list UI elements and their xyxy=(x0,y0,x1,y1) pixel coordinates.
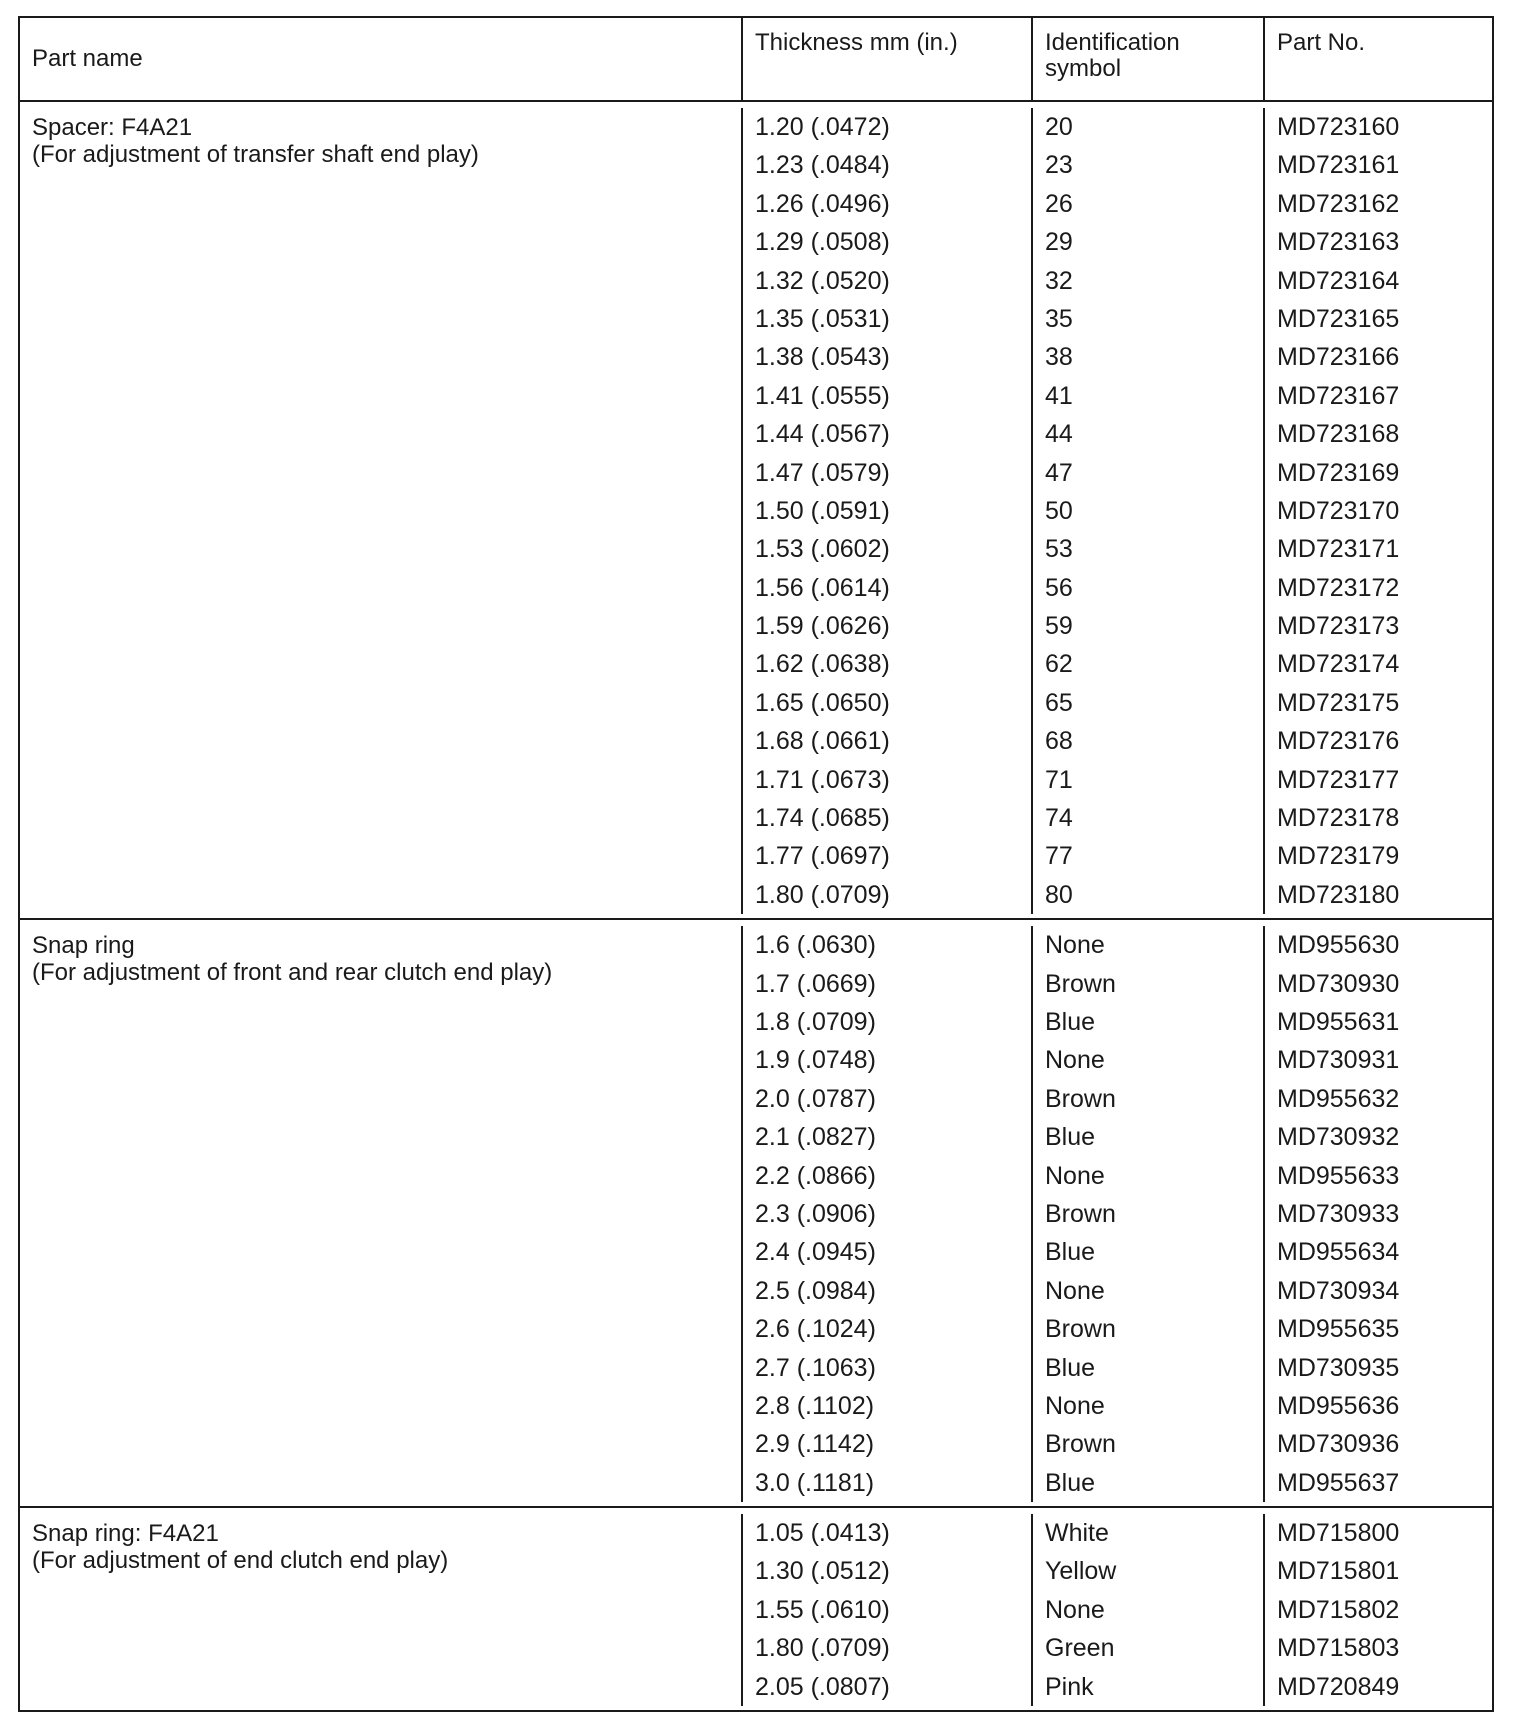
thickness-value: 1.44 (.0567) xyxy=(755,420,890,449)
header-part-name: Part name xyxy=(20,18,743,100)
thickness-value: 1.55 (.0610) xyxy=(755,1595,890,1624)
part-number: MD955634 xyxy=(1277,1238,1400,1267)
part-number: MD955633 xyxy=(1277,1161,1400,1190)
thickness-value: 1.47 (.0579) xyxy=(755,458,890,487)
part-number: MD715803 xyxy=(1277,1634,1400,1663)
part-number: MD723175 xyxy=(1277,688,1400,717)
thickness-value: 1.65 (.0650) xyxy=(755,688,890,717)
part-number: MD723177 xyxy=(1277,765,1400,794)
part-number: MD723162 xyxy=(1277,189,1400,218)
thickness-value: 2.05 (.0807) xyxy=(755,1672,890,1701)
identification-symbol: 59 xyxy=(1045,612,1073,641)
group-spacer-f4a21 xyxy=(20,102,1492,920)
identification-symbol: None xyxy=(1045,1276,1105,1305)
part-number: MD730935 xyxy=(1277,1353,1400,1382)
part-number: MD955636 xyxy=(1277,1391,1400,1420)
identification-symbol: Yellow xyxy=(1045,1557,1117,1586)
identification-symbol: None xyxy=(1045,1046,1105,1075)
thickness-value: 1.74 (.0685) xyxy=(755,804,890,833)
thickness-value: 1.68 (.0661) xyxy=(755,727,890,756)
thickness-value: 1.62 (.0638) xyxy=(755,650,890,679)
thickness-value: 2.2 (.0866) xyxy=(755,1161,876,1190)
group-snap-ring-clutch xyxy=(20,920,1492,1508)
part-number: MD723170 xyxy=(1277,496,1400,525)
identification-symbol: None xyxy=(1045,931,1105,960)
identification-symbol: 47 xyxy=(1045,458,1073,487)
thickness-column xyxy=(743,108,1033,914)
thickness-value: 1.05 (.0413) xyxy=(755,1519,890,1548)
identification-symbol: 80 xyxy=(1045,880,1073,909)
thickness-value: 2.8 (.1102) xyxy=(755,1391,875,1420)
identification-symbol: None xyxy=(1045,1161,1105,1190)
part-number: MD730931 xyxy=(1277,1046,1400,1075)
thickness-value: 2.7 (.1063) xyxy=(755,1353,876,1382)
identification-symbol: Pink xyxy=(1045,1672,1094,1701)
part-number: MD955630 xyxy=(1277,931,1400,960)
thickness-value: 2.1 (.0827) xyxy=(755,1123,876,1152)
part-number: MD720849 xyxy=(1277,1672,1400,1701)
part-number: MD715802 xyxy=(1277,1595,1400,1624)
identification-symbol: Blue xyxy=(1045,1007,1096,1036)
part-number: MD715800 xyxy=(1277,1519,1400,1548)
identification-symbol: 44 xyxy=(1045,420,1073,449)
part-number: MD723180 xyxy=(1277,880,1400,909)
group-part-name: Spacer: F4A21 (For adjustment of transfer shaft end play) xyxy=(20,108,743,914)
table-header xyxy=(20,18,1492,102)
identification-symbol: 53 xyxy=(1045,535,1073,564)
thickness-value: 1.77 (.0697) xyxy=(755,842,890,871)
thickness-value: 1.26 (.0496) xyxy=(755,189,890,218)
identification-symbol: 77 xyxy=(1045,842,1073,871)
identification-symbol: Green xyxy=(1045,1634,1115,1663)
identification-symbol: Blue xyxy=(1045,1468,1096,1497)
part-number: MD723174 xyxy=(1277,650,1400,679)
identification-symbol: 50 xyxy=(1045,496,1073,525)
thickness-value: 2.4 (.0945) xyxy=(755,1238,876,1267)
header-identification-symbol: Identification symbol xyxy=(1033,18,1265,100)
identification-symbol: Blue xyxy=(1045,1123,1096,1152)
thickness-value: 1.32 (.0520) xyxy=(755,266,890,295)
thickness-value: 1.35 (.0531) xyxy=(755,304,890,333)
thickness-column xyxy=(743,926,1033,1502)
part-number: MD955635 xyxy=(1277,1315,1400,1344)
identification-symbol: 23 xyxy=(1045,151,1073,180)
thickness-value: 1.56 (.0614) xyxy=(755,573,890,602)
thickness-value: 2.9 (.1142) xyxy=(755,1430,875,1459)
part-number: MD730932 xyxy=(1277,1123,1400,1152)
identification-symbol: Brown xyxy=(1045,1199,1116,1228)
identification-symbol: Brown xyxy=(1045,1084,1116,1113)
group-part-name: Snap ring (For adjustment of front and rear clutch end play) xyxy=(20,926,743,1502)
part-number: MD723176 xyxy=(1277,727,1400,756)
thickness-value: 1.71 (.0673) xyxy=(755,765,890,794)
identification-symbol: Brown xyxy=(1045,1315,1116,1344)
thickness-value: 1.23 (.0484) xyxy=(755,151,890,180)
part-number: MD723168 xyxy=(1277,420,1400,449)
identification-symbol: None xyxy=(1045,1391,1105,1420)
identification-symbol: 20 xyxy=(1045,113,1073,141)
thickness-value: 1.6 (.0630) xyxy=(755,931,876,960)
part-number: MD723165 xyxy=(1277,304,1400,333)
identification-symbol: 29 xyxy=(1045,228,1073,257)
thickness-value: 1.8 (.0709) xyxy=(755,1007,876,1036)
part-number: MD723161 xyxy=(1277,151,1400,180)
part-number: MD955631 xyxy=(1277,1007,1400,1036)
header-thickness: Thickness mm (in.) xyxy=(743,18,1033,100)
part-number: MD723164 xyxy=(1277,266,1400,295)
thickness-value: 2.3 (.0906) xyxy=(755,1199,876,1228)
part-number: MD730930 xyxy=(1277,969,1400,998)
thickness-value: 1.80 (.0709) xyxy=(755,880,890,909)
part-number: MD730933 xyxy=(1277,1199,1400,1228)
identification-symbol: White xyxy=(1045,1519,1109,1548)
part-number: MD730934 xyxy=(1277,1276,1400,1305)
part-number: MD723166 xyxy=(1277,343,1400,372)
identification-symbol: 71 xyxy=(1045,765,1073,794)
header-part-no: Part No. xyxy=(1277,29,1366,56)
thickness-value: 1.9 (.0748) xyxy=(755,1046,876,1075)
identification-symbol: Brown xyxy=(1045,1430,1116,1459)
identification-symbol: 62 xyxy=(1045,650,1073,679)
part-no-column xyxy=(1265,926,1492,1502)
thickness-value: 2.5 (.0984) xyxy=(755,1276,876,1305)
symbol-column xyxy=(1033,926,1265,1502)
identification-symbol: 26 xyxy=(1045,189,1073,218)
identification-symbol: 68 xyxy=(1045,727,1073,756)
part-number: MD723172 xyxy=(1277,573,1400,602)
part-number: MD723178 xyxy=(1277,804,1400,833)
thickness-value: 1.59 (.0626) xyxy=(755,612,890,641)
thickness-value: 1.53 (.0602) xyxy=(755,535,890,564)
identification-symbol: 32 xyxy=(1045,266,1073,295)
symbol-column xyxy=(1033,1514,1265,1706)
identification-symbol: Brown xyxy=(1045,969,1116,998)
part-no-column xyxy=(1265,108,1492,914)
identification-symbol: Blue xyxy=(1045,1353,1096,1382)
part-number: MD715801 xyxy=(1277,1557,1400,1586)
identification-symbol: 74 xyxy=(1045,804,1073,833)
part-number: MD723163 xyxy=(1277,228,1400,257)
thickness-value: 3.0 (.1181) xyxy=(755,1468,875,1497)
part-number: MD723169 xyxy=(1277,458,1400,487)
group-snap-ring-f4a21 xyxy=(20,1508,1492,1710)
identification-symbol: None xyxy=(1045,1595,1105,1624)
thickness-value: 2.6 (.1024) xyxy=(755,1315,876,1344)
part-number: MD723160 xyxy=(1277,113,1400,141)
thickness-value: 1.38 (.0543) xyxy=(755,343,890,372)
identification-symbol: 65 xyxy=(1045,688,1073,717)
thickness-value: 1.7 (.0669) xyxy=(755,969,876,998)
part-number: MD723167 xyxy=(1277,381,1400,410)
part-number: MD955632 xyxy=(1277,1084,1400,1113)
identification-symbol: 41 xyxy=(1045,381,1073,410)
parts-table xyxy=(18,16,1494,1712)
part-number: MD723173 xyxy=(1277,612,1400,641)
thickness-value: 1.50 (.0591) xyxy=(755,496,890,525)
thickness-value: 1.30 (.0512) xyxy=(755,1557,890,1586)
thickness-value: 1.41 (.0555) xyxy=(755,381,890,410)
identification-symbol: 35 xyxy=(1045,304,1073,333)
part-number: MD730936 xyxy=(1277,1430,1400,1459)
thickness-value: 1.29 (.0508) xyxy=(755,228,890,257)
part-no-column xyxy=(1265,1514,1492,1706)
thickness-column xyxy=(743,1514,1033,1706)
thickness-value: 2.0 (.0787) xyxy=(755,1084,876,1113)
identification-symbol: Blue xyxy=(1045,1238,1096,1267)
thickness-value: 1.20 (.0472) xyxy=(755,113,890,141)
part-number: MD723179 xyxy=(1277,842,1400,871)
symbol-column xyxy=(1033,108,1265,914)
identification-symbol: 38 xyxy=(1045,343,1073,372)
part-number: MD955637 xyxy=(1277,1468,1400,1497)
group-part-name: Snap ring: F4A21 (For adjustment of end clutch end play) xyxy=(20,1514,743,1706)
part-number: MD723171 xyxy=(1277,535,1400,564)
thickness-value: 1.80 (.0709) xyxy=(755,1634,890,1663)
identification-symbol: 56 xyxy=(1045,573,1073,602)
